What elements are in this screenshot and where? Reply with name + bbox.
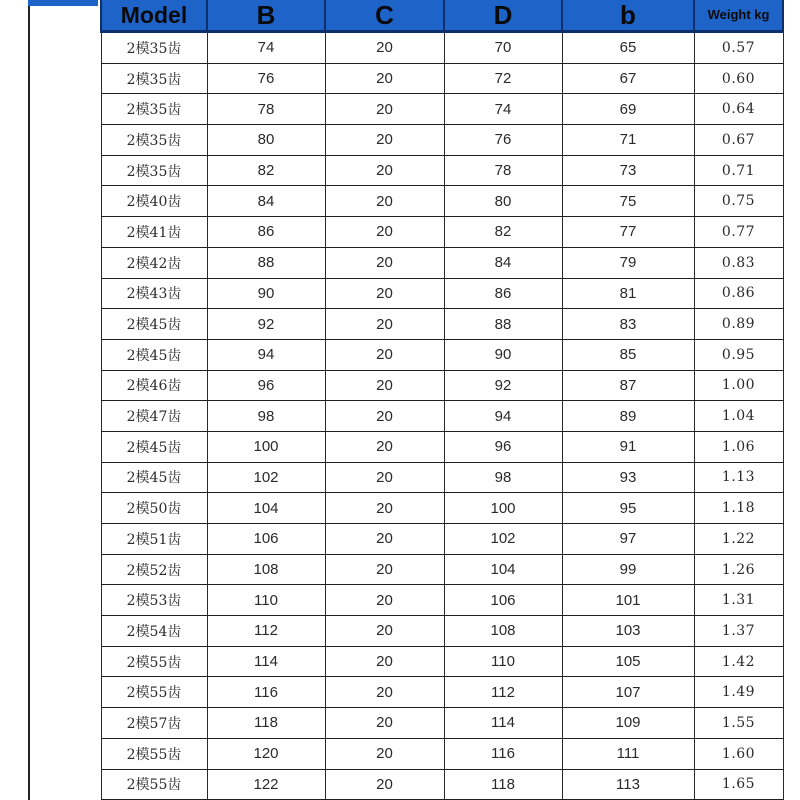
column-header-b-lower: b — [562, 0, 694, 32]
cell-weight: 1.49 — [694, 677, 783, 708]
cell-c: 20 — [325, 309, 444, 340]
cell-d: 102 — [444, 524, 562, 555]
cell-weight: 0.86 — [694, 278, 783, 309]
cell-model: 2模42齿 — [101, 247, 207, 278]
cell-b-upper: 96 — [207, 370, 325, 401]
cell-d: 74 — [444, 94, 562, 125]
cell-b-upper: 88 — [207, 247, 325, 278]
table-row — [101, 401, 783, 432]
cell-b-upper: 114 — [207, 646, 325, 677]
cell-model: 2模53齿 — [101, 585, 207, 616]
cell-b-lower: 93 — [562, 462, 694, 493]
cell-model: 2模55齿 — [101, 738, 207, 769]
cell-c: 20 — [325, 616, 444, 647]
cell-b-lower: 99 — [562, 554, 694, 585]
cell-b-upper: 90 — [207, 278, 325, 309]
cell-weight: 0.95 — [694, 339, 783, 370]
cell-weight: 1.13 — [694, 462, 783, 493]
table-row — [101, 431, 783, 462]
cell-weight: 1.60 — [694, 738, 783, 769]
cell-b-upper: 104 — [207, 493, 325, 524]
left-side-panel — [28, 0, 98, 800]
cell-b-lower: 67 — [562, 63, 694, 94]
cell-c: 20 — [325, 524, 444, 555]
cell-b-lower: 95 — [562, 493, 694, 524]
cell-d: 110 — [444, 646, 562, 677]
side-panel-accent — [28, 0, 98, 6]
cell-b-upper: 112 — [207, 616, 325, 647]
cell-model: 2模54齿 — [101, 616, 207, 647]
header-row — [101, 0, 783, 32]
table-row — [101, 370, 783, 401]
cell-b-upper: 106 — [207, 524, 325, 555]
table-row — [101, 769, 783, 800]
cell-b-upper: 120 — [207, 738, 325, 769]
table-row — [101, 616, 783, 647]
cell-d: 72 — [444, 63, 562, 94]
cell-model: 2模51齿 — [101, 524, 207, 555]
cell-b-lower: 97 — [562, 524, 694, 555]
cell-b-lower: 113 — [562, 769, 694, 800]
cell-model: 2模35齿 — [101, 125, 207, 156]
cell-c: 20 — [325, 125, 444, 156]
cell-b-upper: 74 — [207, 32, 325, 64]
cell-d: 78 — [444, 155, 562, 186]
cell-model: 2模57齿 — [101, 708, 207, 739]
table-row — [101, 247, 783, 278]
cell-model: 2模41齿 — [101, 217, 207, 248]
cell-b-lower: 69 — [562, 94, 694, 125]
cell-weight: 0.89 — [694, 309, 783, 340]
cell-c: 20 — [325, 401, 444, 432]
cell-b-lower: 79 — [562, 247, 694, 278]
cell-d: 76 — [444, 125, 562, 156]
cell-b-upper: 110 — [207, 585, 325, 616]
cell-weight: 1.42 — [694, 646, 783, 677]
table-row — [101, 677, 783, 708]
cell-model: 2模35齿 — [101, 155, 207, 186]
cell-b-upper: 118 — [207, 708, 325, 739]
cell-b-lower: 89 — [562, 401, 694, 432]
cell-d: 80 — [444, 186, 562, 217]
cell-c: 20 — [325, 63, 444, 94]
cell-model: 2模35齿 — [101, 63, 207, 94]
table-row — [101, 32, 783, 64]
cell-weight: 1.06 — [694, 431, 783, 462]
cell-b-lower: 71 — [562, 125, 694, 156]
cell-b-upper: 76 — [207, 63, 325, 94]
cell-model: 2模45齿 — [101, 339, 207, 370]
cell-c: 20 — [325, 431, 444, 462]
table-row — [101, 63, 783, 94]
cell-c: 20 — [325, 278, 444, 309]
cell-b-upper: 92 — [207, 309, 325, 340]
table-row — [101, 554, 783, 585]
cell-d: 86 — [444, 278, 562, 309]
cell-b-upper: 98 — [207, 401, 325, 432]
cell-d: 114 — [444, 708, 562, 739]
cell-c: 20 — [325, 94, 444, 125]
column-header-model: Model — [101, 0, 207, 32]
cell-weight: 1.00 — [694, 370, 783, 401]
cell-weight: 0.67 — [694, 125, 783, 156]
cell-model: 2模45齿 — [101, 431, 207, 462]
cell-weight: 1.18 — [694, 493, 783, 524]
column-header-b-upper: B — [207, 0, 325, 32]
cell-b-lower: 111 — [562, 738, 694, 769]
table-row — [101, 339, 783, 370]
cell-d: 70 — [444, 32, 562, 64]
table-row — [101, 186, 783, 217]
table-row — [101, 278, 783, 309]
cell-c: 20 — [325, 462, 444, 493]
cell-b-lower: 77 — [562, 217, 694, 248]
cell-d: 106 — [444, 585, 562, 616]
cell-weight: 1.65 — [694, 769, 783, 800]
cell-b-lower: 81 — [562, 278, 694, 309]
cell-d: 88 — [444, 309, 562, 340]
cell-b-upper: 80 — [207, 125, 325, 156]
cell-model: 2模40齿 — [101, 186, 207, 217]
cell-model: 2模50齿 — [101, 493, 207, 524]
cell-c: 20 — [325, 217, 444, 248]
cell-b-lower: 109 — [562, 708, 694, 739]
table-row — [101, 125, 783, 156]
cell-b-upper: 108 — [207, 554, 325, 585]
table-row — [101, 462, 783, 493]
cell-d: 116 — [444, 738, 562, 769]
cell-c: 20 — [325, 738, 444, 769]
cell-model: 2模52齿 — [101, 554, 207, 585]
cell-model: 2模55齿 — [101, 769, 207, 800]
cell-b-lower: 85 — [562, 339, 694, 370]
cell-c: 20 — [325, 769, 444, 800]
cell-b-upper: 86 — [207, 217, 325, 248]
cell-weight: 0.77 — [694, 217, 783, 248]
cell-d: 108 — [444, 616, 562, 647]
cell-c: 20 — [325, 247, 444, 278]
cell-weight: 1.22 — [694, 524, 783, 555]
cell-weight: 0.75 — [694, 186, 783, 217]
cell-b-upper: 116 — [207, 677, 325, 708]
cell-c: 20 — [325, 554, 444, 585]
cell-model: 2模55齿 — [101, 677, 207, 708]
cell-model: 2模47齿 — [101, 401, 207, 432]
cell-b-lower: 105 — [562, 646, 694, 677]
cell-d: 82 — [444, 217, 562, 248]
column-header-weight: Weight kg — [694, 0, 783, 32]
cell-b-lower: 101 — [562, 585, 694, 616]
cell-b-upper: 78 — [207, 94, 325, 125]
cell-d: 96 — [444, 431, 562, 462]
cell-d: 118 — [444, 769, 562, 800]
cell-b-upper: 82 — [207, 155, 325, 186]
cell-weight: 0.60 — [694, 63, 783, 94]
cell-c: 20 — [325, 186, 444, 217]
table-row — [101, 94, 783, 125]
table-row — [101, 524, 783, 555]
cell-c: 20 — [325, 708, 444, 739]
cell-weight: 0.57 — [694, 32, 783, 64]
cell-b-lower: 87 — [562, 370, 694, 401]
cell-b-lower: 91 — [562, 431, 694, 462]
table-row — [101, 738, 783, 769]
cell-d: 100 — [444, 493, 562, 524]
cell-b-upper: 100 — [207, 431, 325, 462]
cell-c: 20 — [325, 585, 444, 616]
cell-b-lower: 65 — [562, 32, 694, 64]
cell-b-lower: 75 — [562, 186, 694, 217]
table-row — [101, 646, 783, 677]
cell-b-lower: 107 — [562, 677, 694, 708]
cell-b-upper: 122 — [207, 769, 325, 800]
cell-model: 2模46齿 — [101, 370, 207, 401]
cell-weight: 0.83 — [694, 247, 783, 278]
cell-c: 20 — [325, 370, 444, 401]
cell-b-lower: 83 — [562, 309, 694, 340]
cell-weight: 1.37 — [694, 616, 783, 647]
cell-weight: 0.71 — [694, 155, 783, 186]
cell-d: 94 — [444, 401, 562, 432]
cell-model: 2模45齿 — [101, 462, 207, 493]
cell-d: 98 — [444, 462, 562, 493]
table-row — [101, 585, 783, 616]
cell-c: 20 — [325, 339, 444, 370]
cell-b-upper: 84 — [207, 186, 325, 217]
table-body — [101, 32, 783, 800]
cell-b-upper: 102 — [207, 462, 325, 493]
cell-c: 20 — [325, 155, 444, 186]
cell-weight: 1.26 — [694, 554, 783, 585]
cell-c: 20 — [325, 32, 444, 64]
cell-b-upper: 94 — [207, 339, 325, 370]
cell-d: 92 — [444, 370, 562, 401]
cell-weight: 0.64 — [694, 94, 783, 125]
cell-weight: 1.04 — [694, 401, 783, 432]
cell-weight: 1.55 — [694, 708, 783, 739]
cell-c: 20 — [325, 493, 444, 524]
cell-b-lower: 73 — [562, 155, 694, 186]
cell-d: 104 — [444, 554, 562, 585]
table-row — [101, 217, 783, 248]
table-row — [101, 708, 783, 739]
cell-b-lower: 103 — [562, 616, 694, 647]
spec-table — [100, 0, 784, 800]
cell-c: 20 — [325, 677, 444, 708]
cell-c: 20 — [325, 646, 444, 677]
table-row — [101, 493, 783, 524]
cell-model: 2模45齿 — [101, 309, 207, 340]
cell-weight: 1.31 — [694, 585, 783, 616]
cell-model: 2模35齿 — [101, 32, 207, 64]
table-row — [101, 309, 783, 340]
cell-model: 2模43齿 — [101, 278, 207, 309]
column-header-d: D — [444, 0, 562, 32]
cell-d: 90 — [444, 339, 562, 370]
cell-d: 84 — [444, 247, 562, 278]
cell-model: 2模35齿 — [101, 94, 207, 125]
cell-model: 2模55齿 — [101, 646, 207, 677]
table-row — [101, 155, 783, 186]
column-header-c: C — [325, 0, 444, 32]
cell-d: 112 — [444, 677, 562, 708]
